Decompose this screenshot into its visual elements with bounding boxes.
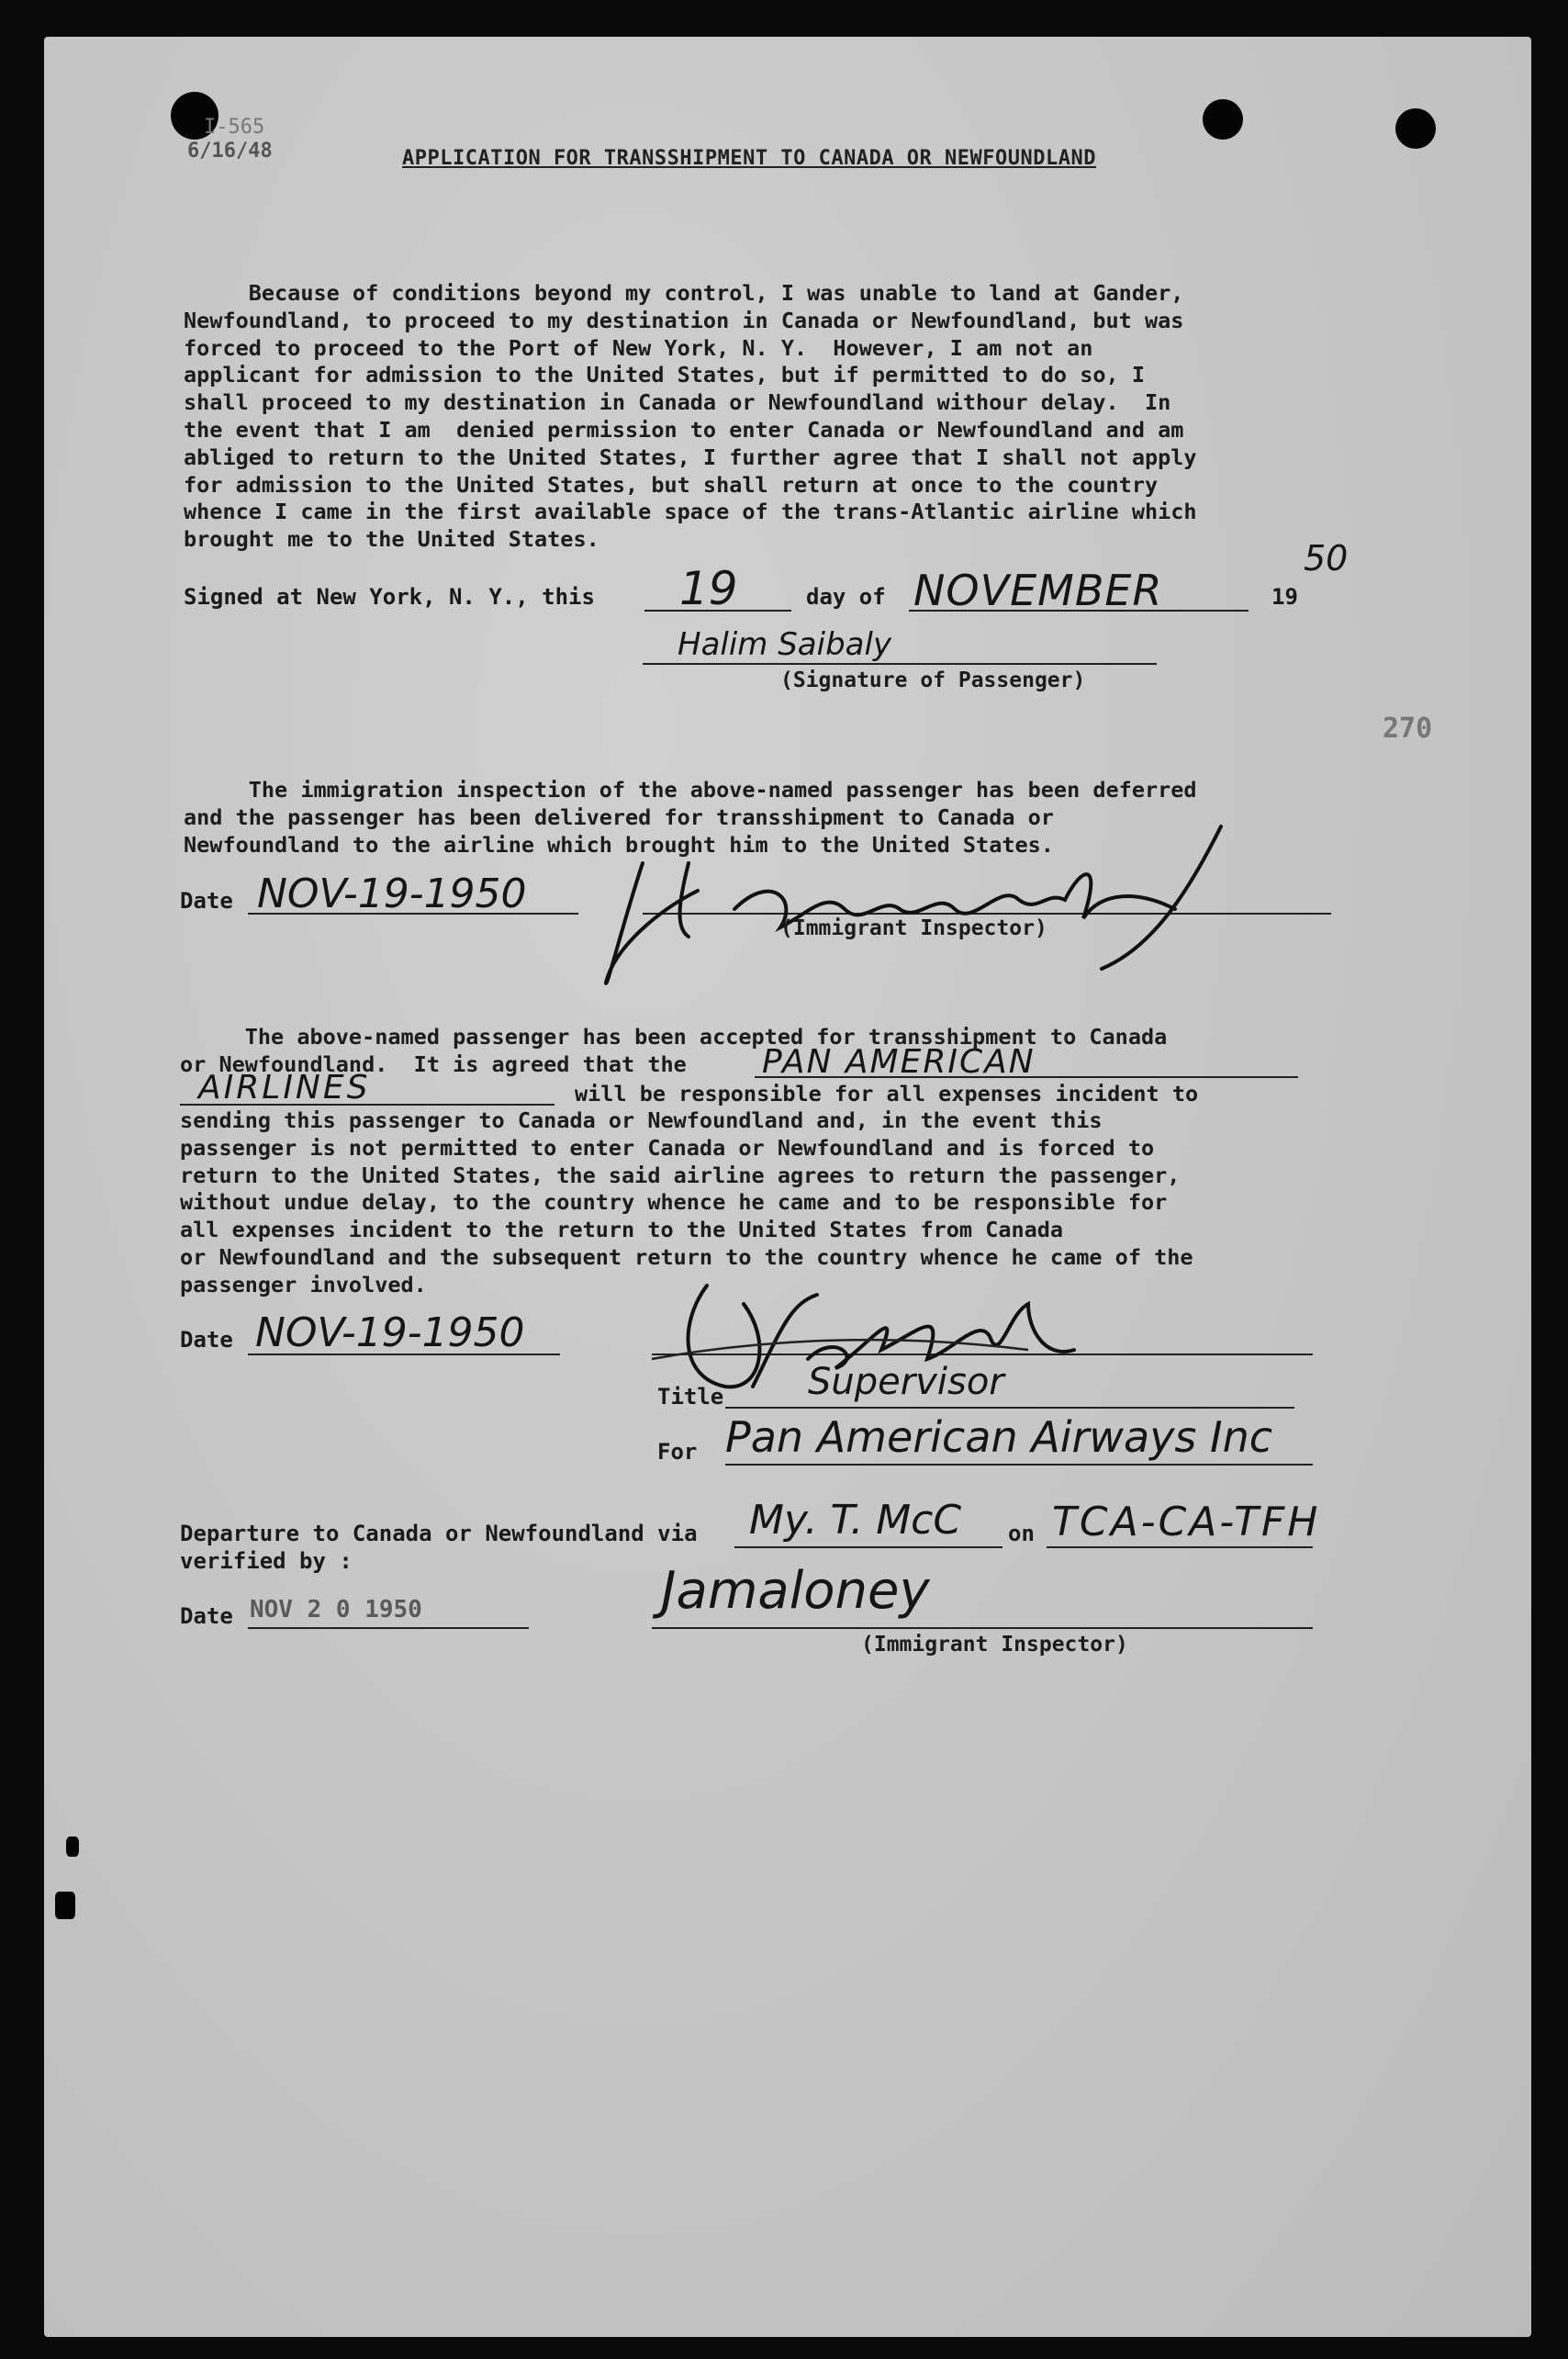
paragraph-line: for admission to the United States, but shall return at once to the country (184, 471, 1159, 498)
date-label-4: Date (180, 1603, 233, 1629)
via-underline (734, 1546, 1002, 1548)
year-prefix: 19 (1271, 584, 1298, 610)
paragraph-line: applicant for admission to the United States, but if permitted to do so, I (184, 362, 1145, 388)
inspector-caption-4: (Immigrant Inspector) (861, 1633, 1128, 1657)
departure-label: Departure to Canada or Newfoundland via (180, 1521, 698, 1546)
inspector-caption-2: (Immigrant Inspector) (780, 916, 1047, 940)
inspector-signature-4: Jamaloney (661, 1561, 930, 1621)
for-value: Pan American Airways Inc (725, 1412, 1273, 1462)
declaration-paragraph (184, 280, 1197, 554)
paragraph-line: or Newfoundland and the subsequent return to the country whence he came of the (180, 1243, 1193, 1270)
date-label-3: Date (180, 1327, 233, 1353)
on-underline (1047, 1546, 1313, 1548)
passenger-signature-line (643, 663, 1157, 665)
edge-mark-2 (55, 1892, 75, 1919)
passenger-signature: Halim Saibaly (678, 626, 892, 663)
paragraph-line: whence I came in the first available space of the trans-Atlantic airline which (184, 499, 1197, 525)
month-value: NOVEMBER (913, 566, 1163, 615)
on-label: on (1008, 1521, 1035, 1546)
form-number: I-565 (204, 116, 265, 139)
title-label: Title (657, 1384, 724, 1410)
paragraph-line: sending this passenger to Canada or Newfoundland and, in the event this (180, 1107, 1103, 1133)
paragraph-line: passenger is not permitted to enter Canada or Newfoundland and is forced to (180, 1134, 1155, 1161)
edge-mark (66, 1837, 79, 1857)
paragraph-line: and the passenger has been delivered for transshipment to Canada or (184, 803, 1054, 830)
paragraph-line: The immigration inspection of the above-named passenger has been deferred (184, 777, 1197, 803)
paragraph-line: passenger involved. (180, 1271, 427, 1297)
day-value: 19 (679, 562, 738, 615)
signed-at-label: Signed at New York, N. Y., this (184, 584, 595, 610)
page-mark: 270 (1383, 713, 1433, 745)
on-value: TCA-CA-TFH (1052, 1499, 1321, 1545)
date-label-2: Date (180, 888, 233, 914)
via-value: My. T. McC (749, 1497, 962, 1544)
paragraph-line: The above-named passenger has been accepted for transshipment to Canada (180, 1024, 1168, 1050)
paragraph-line: all expenses incident to the return to the United States from Canada (180, 1217, 1064, 1243)
punch-hole-center (1203, 99, 1243, 140)
paragraph-line: without undue delay, to the country whence he came and to be responsible for (180, 1189, 1168, 1216)
document-title: APPLICATION FOR TRANSSHIPMENT TO CANADA OR NEWFOUNDLAND (402, 147, 1096, 170)
paragraph-line: Newfoundland, to proceed to my destination in Canada or Newfoundland, but was (184, 307, 1184, 333)
acceptance-date: NOV-19-1950 (255, 1309, 525, 1356)
title-value: Supervisor (808, 1361, 1004, 1403)
airline-name-part2: AIRLINES (198, 1069, 371, 1106)
day-of-label: day of (806, 584, 886, 610)
paragraph-line: forced to proceed to the Port of New York, N. Y. However, I am not an (184, 334, 1093, 361)
inspector-signature-line-4 (652, 1627, 1313, 1629)
inspection-date: NOV-19-1950 (257, 871, 527, 917)
paragraph-line: Because of conditions beyond my control, I was unable to land at Gander, (184, 280, 1184, 306)
responsible-text: will be responsible for all expenses incident to (575, 1081, 1199, 1106)
paragraph-line: return to the United States, the said airline agrees to return the passenger, (180, 1162, 1181, 1188)
for-label: For (657, 1439, 698, 1465)
paragraph-line: shall proceed to my destination in Canada or Newfoundland withour delay. In (184, 389, 1171, 416)
paragraph-line: the event that I am denied permission to enter Canada or Newfoundland and am (184, 416, 1184, 443)
year-value: 50 (1304, 538, 1349, 579)
date-stamp: NOV 2 0 1950 (250, 1596, 422, 1623)
paragraph-line: brought me to the United States. (184, 526, 599, 553)
passenger-caption: (Signature of Passenger) (780, 668, 1086, 692)
paragraph-line: abliged to return to the United States, I further agree that I shall not apply (184, 444, 1197, 470)
verified-label: verified by : (180, 1548, 353, 1574)
paragraph-line: Newfoundland to the airline which brought him to the United States. (184, 831, 1054, 858)
punch-hole-right (1395, 108, 1436, 149)
for-underline (725, 1464, 1313, 1466)
date-underline-4 (248, 1627, 529, 1629)
paragraph-line: or Newfoundland. It is agreed that the (180, 1050, 687, 1077)
title-underline (725, 1407, 1294, 1409)
airline-name-part1: PAN AMERICAN (762, 1043, 1036, 1081)
form-date: 6/16/48 (187, 140, 273, 163)
